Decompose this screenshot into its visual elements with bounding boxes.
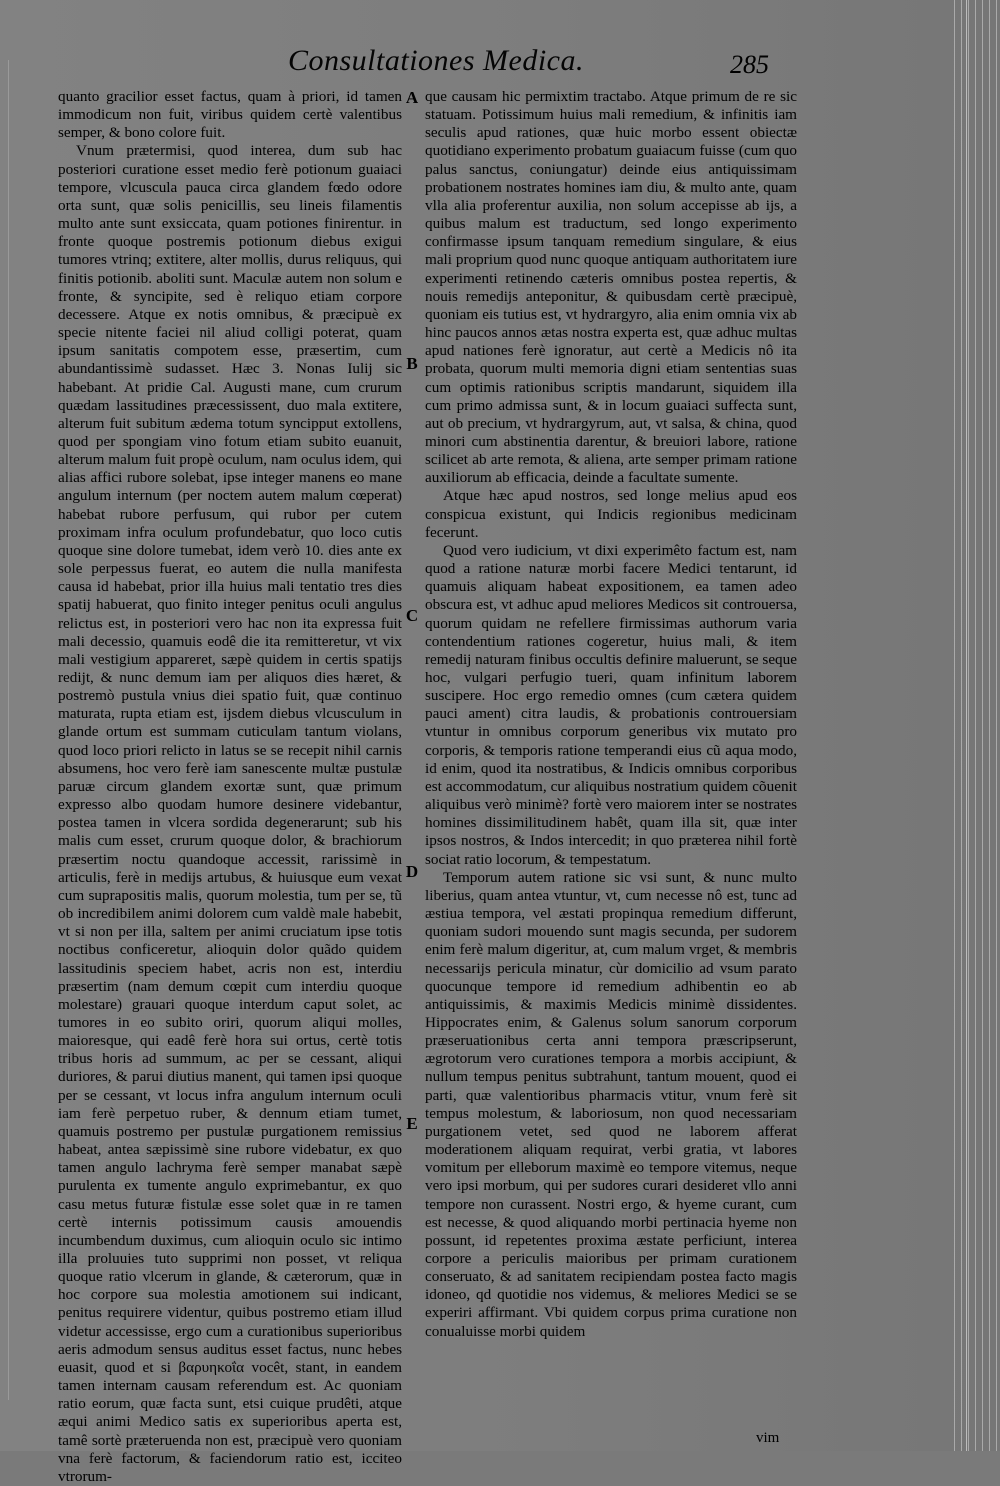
right-paragraph-2: Atque hæc apud nostros, sed longe melius apud eos conspicua existunt, qui Indicis regionibus medicinam fecerunt. <box>425 487 797 541</box>
left-paragraph-2: Vnum prætermisi, quod interea, dum sub hac posteriori curatione esset medio ferè potionum guaiaci tempore, vlcuscula pauca circa glandem fœdo odore orta sunt, quæ solis penicillis, seu lineis filamentis multo ante sunt exsiccata, quam potiones finirentur. in fronte quoque postremis potionum diebus exigui tumores vtrinq; extitere, alter mollis, durus reliquus, qui finitis potionib. aboliti sunt. Maculæ autem non solum e fronte, & syncipite, sed è reliquo etiam corpore decessere. Atque ex notis omnibus, & præcipuè ex specie nitente faciei nil aliud colligi poterat, quam ipsum sanitatis compotem esse, præsertim, cum abundantissimè sudasset. Hæc 3. Nonas Iulij sic habebant. At pridie Cal. Augusti mane, cum crurum quædam lassitudines præcessissent, duo mala extitere, alterum fuit subitum ædema totum syncipput extollens, quod per spongiam vino fotum etiam subito euanuit, alterum malum fuit propè oculum, nam oculus idem, qui alias affici rubore solebat, ipse integer manens eo mane angulum internum (per noctem autem malum cœperat) habebat rubore perfusum, qui rubor per cutem proximam infra oculum profundebatur, quo loco cutis quoque sine dolore tumebat, idem verò 10. dies ante ex sole perpessus fuerat, eo autem die nulla manifesta causa id habebat, prior illa huius mali tentatio tres dies spatij habuerat, quo finito integer penitus oculi angulus relictus est, in posteriori vero hac non ita expressa fuit mali decessio, quamuis eodê die ita remitteretur, vt vix mali vestigium appareret, sæpè quidem in certis spatijs redijt, & nunc demum iam per aliquos dies hæret, & postremò pustula vnius diei spatio fuit, quæ continuo maturata, rupta etiam est, ijsdem diebus vlcusculum in glande ortum est summam cuticulam tantum violans, quod loco priori relicto in latus se se recepit nihil carnis absumens, hoc vero ferè iam sanescente multæ pustulæ paruæ circum glandem exortæ sunt, quæ primum expresso albo quodam humore desinere videbantur, postea tamen in vlcera sordida degenerarunt; sub his malis cum esset, crurum quoque dolor, & brachiorum præsertim noctu quandoque accessit, rarissimè in articulis, ferè in medijs artubus, & huiusque eum vexat cum suprapositis malis, quorum molestia, tum per se, tũ ob incredibilem animi dolorem cum valdè male habebit, vt si non per illa, saltem per animi cruciatum ipse totis noctibus conficeretur, alioquin dolor quãdo quidem lassitudinis speciem habet, acris non est, interdiu præsertim (nam demum cœpit cum interdiu quoque molestare) grauari quoque interdum caput solet, ac tumores in eo subito oriri, quorum aliqui molles, maioresque, qui eadê ferè hora sui ortus, certè totis tribus horis ad summum, ac per se cessant, aliqui duriores, & parui diutius manent, qui tamen ipsi quoque per se cessant, vt locus infra angulum internum oculi iam ferè perpetuo ruber, & dennum etiam tumet, quamuis postremo per pustulæ purgationem remissius habeat, antea sæpissimè sine rubore videbatur, ex quo tamen angulo lachryma ferè semper manabat sæpè purulenta ex tumente angulo exprimebantur, ex quo casu metus futuræ fistulæ esse solet quæ in re tamen certè internis potissimum causis amouendis incumbendum duximus, cum alioquin oculo sic intimo illa proluuies tuto supprimi non posset, vt reliqua quoque ratio vlcerum in glande, & cæterorum, quæ in hoc corpore sua molestia amotionem sui indicant, penitus requirere videntur, quibus postremo etiam illud videtur accessisse, ergo cum a curationibus superioribus aeris admodum sensus auditus esset factus, nunc hebes euasit, quod et si βαρυηκοΐα vocêt, stant, in eandem tamen internam causam referendum est. Ac quoniam ratio eorum, quæ facta sunt, etsi cuique prudêti, atque æqui animi Medico satis ex superioribus aperta est, tamê sortè præteruenda non est, præcipuè vero quoniam vna ferè factorum, & faciendorum ratio est, icciteo vtrorum- <box>58 142 402 1485</box>
left-margin-line <box>8 60 9 1400</box>
running-head: Consultationes Medica. <box>288 44 584 77</box>
catchword: vim <box>756 1430 780 1446</box>
right-paragraph-4: Temporum autem ratione sic vsi sunt, & nunc multo liberius, quam antea vtuntur, vt, cum necesse nô est, tunc ad æstiua tempora, vel æstati propinqua remedium differunt, quoniam sudori mouendo sunt magis secunda, per sudorem enim ferè malum digeritur, at, cum malum vrget, & membris necessarijs pericula minatur, cùr domicilio ad vsum parato quocunque tempore id remedium adhibentin eo ab antiquissimis, & maximis Medicis minimè dissidentes. Hippocrates enim, & Galenus solum sanorum corporum præseruationibus certa anni tempora præscripserunt, ægrotorum vero curationes tempora a morbis accipiunt, & nullum tempus penitus subtrahunt, tantum mouent, quod ei parti, quæ valentioribus pharmacis vtitur, vnum ferè sit tempus molestum, & laboriosum, non quod necessariam purgationem vetet, sed quod ne laborem afferat moderationem aliquam requirat, verbi gratia, vt labores vomitum per elleborum maximè eo tempore vitemus, neque vero ipsi morbum, qui per sudores curari desideret vllo anni tempore non curassent. Nostri ergo, & hyeme curant, cum est necesse, & quod aliquando morbi pertinacia hyeme non possunt, id repetentes proxima æstate perficiunt, interea corpore a periculis maioribus per primam curationem conseruato, & ad sanitatem recipiendam postea facto magis idoneo, qd quotidie nos videmus, & meliores Medici se se experiri affirmant. Vbi quidem corpus prima curatione non conualuisse morbi quidem <box>425 868 797 1340</box>
page-fold-line <box>966 0 967 1451</box>
left-paragraph-1: quanto gracilior esset factus, quam à priori, id tamen immodicum non fuit, viribus quidem certè valentibus semper, & bono colore fuit. <box>58 88 402 142</box>
section-marker-e: E <box>406 1114 418 1133</box>
section-marker-a: A <box>405 88 419 107</box>
page-number: 285 <box>730 50 769 79</box>
right-column <box>425 88 797 1341</box>
section-marker-d: D <box>405 862 419 881</box>
right-paragraph-3: Quod vero iudicium, vt dixi experimêto factum est, nam quod a ratione naturæ morbi facere Medici tentarunt, id quamuis aliquam habeat expositionem, ea tamen adeo obscura est, vt adhuc apud meliores Medicos sit controuersa, quorum quidam ne refellere firmissimas authorum varia contendentium rationes cogeretur, huius mali, & item remedij naturam finibus occultis definire maluerunt, se seque hoc, vulgari perfugio tueri, quam infinitum laborem suscipere. Hoc ergo remedio omnes (cum cætera quidem pauci ament) citra laudis, & probationis controuersiam vtuntur in omnibus corporum generibus vix mutato pro corporis, & temporis ratione temperandi eius cũ aqua modo, id enim, quod ita nostratibus, & Indicis omnibus corporibus est accommodatum, cur aliquibus nostratium quidem cõuenit aliquibus verò minimè? fortè vero maiorem inter se nostrates homines dissimilitudinem habêt, quam illa sit, quæ inter ipsos nostros, & Indos intercedit; in quo præterea nihil fortè sociat ratio locorum, & tempestatum. <box>425 541 797 868</box>
left-column <box>58 88 402 1486</box>
section-marker-c: C <box>405 606 419 625</box>
page-header <box>0 44 1000 84</box>
section-marker-b: B <box>406 354 418 373</box>
right-paragraph-1: que causam hic permixtim tractabo. Atque primum de re sic statuam. Potissimum huius mali remedium, & infinitis iam seculis apud rationes, quæ huic morbo essent obiectæ quotidiano experimento probatum guaiacum fuisse (cum quo palus sanctus, coniungatur) deinde eius antiquissimam probationem nostrates homines iam diu, & multo ante, quam vlla alia proferentur auxilia, non solum accepisse ab ijs, a quibus malum est traductum, sed longo experimento confirmasse ipsum tanquam remedium singulare, & eius mali proprium quod nunc quoque antiquam authoritatem iure experimenti retinendo cæteris omnibus postea repertis, & nouis remedijs anteponitur, & quibusdam certè præcipuè, quoniam eis tutius est, vt hydrargyro, alia enim omnia vix ab hinc paucos annos ætas nostra experta est, quæ adhuc multas apud nationes ferè ignoratur, aut certè a Medicis nô ita probata, quorum multi memoria digni etiam sententias suas cum optimis rationibus scriptis mandarunt, siquidem illa cum primo admissa sunt, & in locum guaiaci suffecta sunt, aut ob precium, vt hydrargyrum, aut, vt salsa, & china, quod minori cum abstinentia darentur, & breuiori labore, ratione scilicet ab arte remota, & aliena, arte semper primam ratione auxiliorum ab efficacia, deinde a facultate sumente. <box>425 88 797 487</box>
page-edge-texture <box>954 0 1000 1451</box>
